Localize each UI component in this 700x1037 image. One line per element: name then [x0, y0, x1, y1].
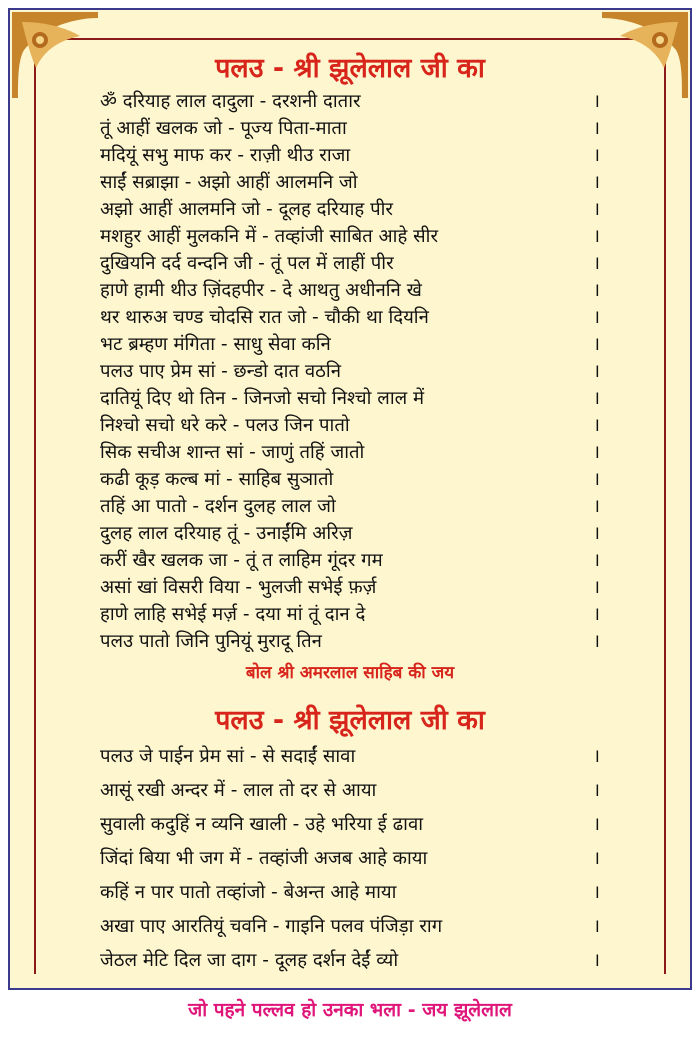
danda-mark: ।: [592, 950, 600, 971]
verse-line: [100, 520, 600, 547]
verse-line: [100, 808, 600, 842]
verse-line-text: पलउ पाए प्रेम सां - छन्डो दात वठनि: [100, 361, 341, 382]
verse-line: [100, 115, 600, 142]
verse-line-text: कढी कूड़ कल्ब मां - साहिब सुञातो: [100, 469, 334, 490]
verse-line: [100, 277, 600, 304]
verse-line-text: अखा पाए आरतियूं चवनि - गाइनि पलव पंजिड़ा राग: [100, 916, 443, 937]
verse-line: [100, 142, 600, 169]
danda-mark: ।: [592, 916, 600, 937]
verse-line-text: सिक सचीअ शान्त सां - जाणुं तहिं जातो: [100, 442, 365, 463]
verse-line-text: पलउ पातो जिनि पुनियूं मुरादू तिन: [100, 631, 322, 652]
danda-mark: ।: [592, 253, 600, 274]
verse-line-text: दुखियनि दर्द वन्दनि जी - तूं पल में लाहीं पीर: [100, 253, 394, 274]
verse-line-text: निश्चो सचो धरे करे - पलउ जिन पातो: [100, 415, 350, 436]
verse-line-text: पलउ जे पाईन प्रेम सां - से सदाईं सावा: [100, 746, 356, 767]
danda-mark: ।: [592, 496, 600, 517]
danda-mark: ।: [592, 882, 600, 903]
verse-line-text: साईं सब्राझा - अझो आहीं आलमनि जो: [100, 172, 358, 193]
danda-mark: ।: [592, 848, 600, 869]
danda-mark: ।: [592, 118, 600, 139]
danda-mark: ।: [592, 523, 600, 544]
danda-mark: ।: [592, 780, 600, 801]
verse-line-text: मशहुर आहीं मुलकनि में - तव्हांजी साबित आहे सीर: [100, 226, 439, 247]
verse-line-text: जेठल मेटि दिल जा दाग - दूलह दर्शन देईं व्यो: [100, 950, 399, 971]
verse-line: [100, 385, 600, 412]
verse-line-text: भट ब्रम्हण मंगिता - साधु सेवा कनि: [100, 334, 331, 355]
verse-line-text: असां खां विसरी विया - भुलजी सभेई फ़र्ज़: [100, 577, 377, 598]
verse-line: [100, 493, 600, 520]
danda-mark: ।: [592, 361, 600, 382]
verse-line: [100, 169, 600, 196]
danda-mark: ।: [592, 415, 600, 436]
verse-line-text: सुवाली कदुहिं न व्यनि खाली - उहे भरिया ई ढावा: [100, 814, 424, 835]
verse-line: [100, 412, 600, 439]
danda-mark: ।: [592, 172, 600, 193]
danda-mark: ।: [592, 814, 600, 835]
verse-line: [100, 944, 600, 978]
verse-line: [100, 439, 600, 466]
danda-mark: ।: [592, 604, 600, 625]
verse-line: [100, 574, 600, 601]
verse-line: [100, 628, 600, 655]
danda-mark: ।: [592, 307, 600, 328]
verse-section-2: [100, 740, 600, 978]
verse-line: [100, 842, 600, 876]
verse-line-text: दातियूं दिए थो तिन - जिनजो सचो निश्चो लाल में: [100, 388, 425, 409]
verse-line-text: थर थारुअ चण्ड चोदसि रात जो - चौकी था दियनि: [100, 307, 429, 328]
section1-title: पलउ - श्री झूलेलाल जी का: [215, 53, 485, 84]
danda-mark: ।: [592, 469, 600, 490]
verse-line-text: जिंदां बिया भी जग में - तव्हांजी अजब आहे काया: [100, 848, 428, 869]
verse-line-text: मदियूं सभु माफ कर - राज़ी थीउ राजा: [100, 145, 351, 166]
section2-title: पलउ - श्री झूलेलाल जी का: [215, 705, 485, 736]
verse-line-text: तूं आहीं खलक जो - पूज्य पिता-माता: [100, 118, 347, 139]
danda-mark: ।: [592, 199, 600, 220]
verse-section-1: [100, 88, 600, 655]
danda-mark: ।: [592, 91, 600, 112]
verse-line-text: तहिं आ पातो - दर्शन दुलह लाल जो: [100, 496, 336, 517]
verse-line-text: दुलह लाल दरियाह तूं - उनाईंमि अरिज़: [100, 523, 353, 544]
danda-mark: ।: [592, 550, 600, 571]
verse-line-text: करीं खैर खलक जा - तूं त लाहिम गूंदर गम: [100, 550, 383, 571]
danda-mark: ।: [592, 334, 600, 355]
danda-mark: ।: [592, 631, 600, 652]
verse-line: [100, 223, 600, 250]
verse-line: [100, 250, 600, 277]
verse-line: [100, 466, 600, 493]
verse-line-text: आसूं रखी अन्दर में - लाल तो दर से आया: [100, 780, 377, 801]
verse-line: [100, 774, 600, 808]
verse-line-text: हाणे लाहि सभेई मर्ज़ - दया मां तूं दान दे: [100, 604, 366, 625]
verse-line-text: हाणे हामी थीउ ज़िंदहपीर - दे आथतु अधीननि खे: [100, 280, 422, 301]
verse-line-text: कहिं न पार पातो तव्हांजो - बेअन्त आहे माया: [100, 882, 397, 903]
danda-mark: ।: [592, 388, 600, 409]
verse-line: [100, 331, 600, 358]
verse-line: [100, 601, 600, 628]
verse-line: [100, 910, 600, 944]
verse-line: [100, 88, 600, 115]
danda-mark: ।: [592, 442, 600, 463]
danda-mark: ।: [592, 280, 600, 301]
verse-line: [100, 876, 600, 910]
jai-line: बोल श्री अमरलाल साहिब की जय: [245, 663, 455, 683]
danda-mark: ।: [592, 746, 600, 767]
danda-mark: ।: [592, 226, 600, 247]
danda-mark: ।: [592, 577, 600, 598]
verse-line-text: अझो आहीं आलमनि जो - दूलह दरियाह पीर: [100, 199, 393, 220]
verse-line: [100, 358, 600, 385]
verse-line: [100, 740, 600, 774]
verse-line-text: ॐ दरियाह लाल दादुला - दरशनी दातार: [100, 91, 361, 112]
verse-line: [100, 196, 600, 223]
footer-slogan: जो पहने पल्लव हो उनका भला - जय झूलेलाल: [188, 999, 512, 1021]
verse-line: [100, 304, 600, 331]
verse-line: [100, 547, 600, 574]
danda-mark: ।: [592, 145, 600, 166]
